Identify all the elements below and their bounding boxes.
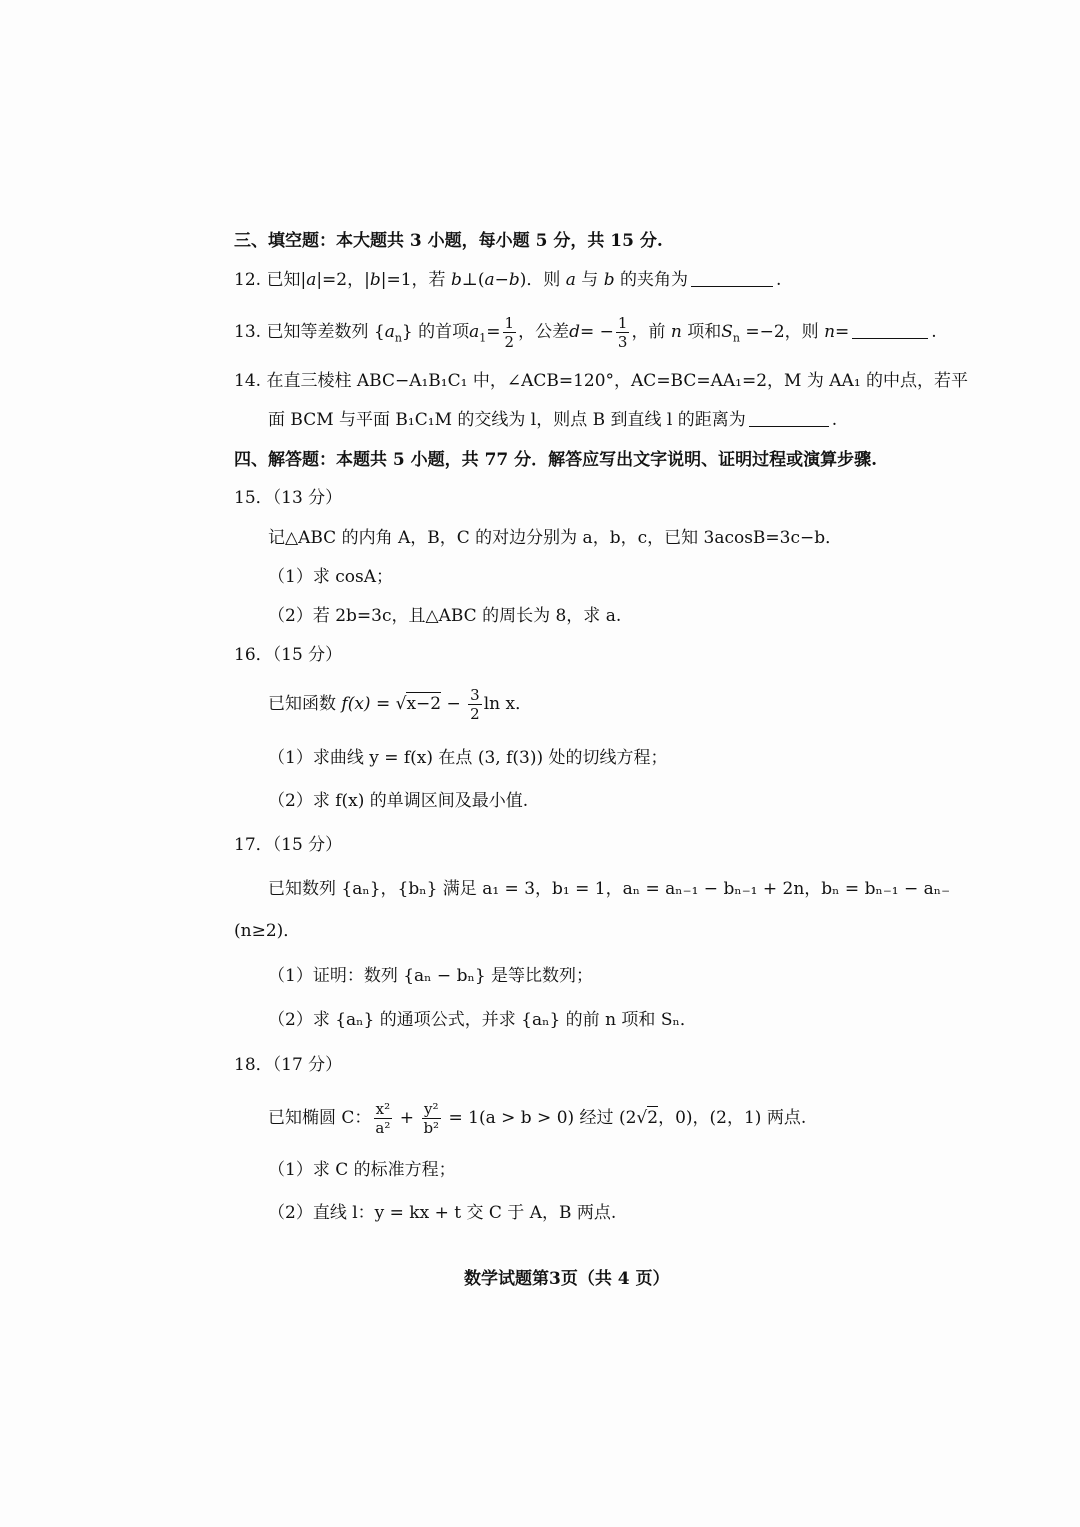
fraction-numerator: 3 <box>470 686 480 704</box>
q12-var: a <box>306 270 317 290</box>
q18-text: ，0)，(2，1) 两点. <box>658 1108 807 1128</box>
q13-answer-blank[interactable] <box>852 320 928 339</box>
q12-text: |=2，| <box>316 270 370 290</box>
q16-fraction <box>468 686 482 723</box>
q13-text: ，前 <box>631 322 671 342</box>
q16-heading: 16．（15 分） <box>234 645 343 665</box>
q13-var: n <box>670 322 682 342</box>
q12-number: 12. <box>234 270 262 290</box>
q13-text: = <box>835 322 850 342</box>
q13-var: d <box>569 322 580 342</box>
q16-text: ln x． <box>483 694 533 714</box>
q12-var: b <box>369 270 381 290</box>
q18-text: = 1(a > b > 0) 经过 (2 <box>443 1108 637 1128</box>
q16-text: − <box>441 694 467 714</box>
question-13 <box>234 314 937 351</box>
q13-text: } 的首项 <box>401 322 470 342</box>
q16-radicand: x−2 <box>406 694 442 714</box>
q13-fraction-1 <box>503 314 517 351</box>
q17-heading: 17．（15 分） <box>234 835 343 855</box>
q12-text: |=1，若 <box>380 270 451 290</box>
q16-text: 已知函数 <box>268 694 342 714</box>
section-4-header: 四、解答题：本题共 5 小题，共 77 分．解答应写出文字说明、证明过程或演算步骤. <box>234 450 878 470</box>
fraction-numerator: y² <box>424 1100 439 1118</box>
sqrt-symbol: √ <box>636 1108 648 1128</box>
q13-text: =−2，则 <box>739 322 825 342</box>
q18-text: + <box>394 1108 420 1128</box>
q13-sub: n <box>394 331 402 345</box>
q13-fraction-2 <box>616 314 630 351</box>
q16-part-2: （2）求 f(x) 的单调区间及最小值. <box>268 791 529 811</box>
q18-fraction-x <box>373 1100 392 1137</box>
q18-heading: 18．（17 分） <box>234 1055 343 1075</box>
q16-func: f(x) = <box>341 694 396 714</box>
q12-text: 已知| <box>266 270 307 290</box>
q17-stem-cont: (n≥2)． <box>234 921 301 941</box>
q18-part-1: （1）求 C 的标准方程； <box>268 1160 456 1180</box>
q12-text: 与 <box>575 270 604 290</box>
section-3-header: 三、填空题：本大题共 3 小题，每小题 5 分，共 15 分. <box>234 231 663 251</box>
q13-text: 项和 <box>681 322 722 342</box>
q13-text: = − <box>579 322 614 342</box>
q13-var: a <box>469 322 480 342</box>
q13-text: . <box>931 322 937 342</box>
q18-part-2: （2）直线 l：y = kx + t 交 C 于 A，B 两点. <box>268 1203 617 1223</box>
q13-var: a <box>384 322 395 342</box>
fraction-numerator: 1 <box>617 314 628 332</box>
q13-number: 13. <box>234 322 262 342</box>
q18-stem <box>268 1100 806 1137</box>
q17-part-2: （2）求 {aₙ} 的通项公式，并求 {aₙ} 的前 n 项和 Sₙ． <box>268 1010 697 1030</box>
fraction-denominator: a² <box>375 1119 391 1137</box>
q15-stem: 记△ABC 的内角 A，B，C 的对边分别为 a，b，c，已知 3acosB=3c−b． <box>268 528 843 548</box>
q13-text: 已知等差数列 { <box>266 322 385 342</box>
page-footer: 数学试题第3页（共 4 页） <box>464 1269 670 1289</box>
q18-fraction-y <box>421 1100 441 1137</box>
q12-text: ⊥( <box>461 270 485 290</box>
q12-text: )．则 <box>519 270 566 290</box>
q15-part-1: （1）求 cosA； <box>268 567 393 587</box>
sqrt-symbol: √ <box>395 694 407 714</box>
q12-var: a−b <box>484 270 520 290</box>
q14-text: . <box>831 410 838 430</box>
fraction-denominator: 2 <box>504 333 515 351</box>
fraction-denominator: 2 <box>470 705 480 723</box>
q18-text: 已知椭圆 C： <box>268 1108 372 1128</box>
fraction-denominator: b² <box>423 1119 440 1137</box>
q14-number: 14. <box>234 371 262 391</box>
fraction-numerator: x² <box>375 1100 391 1118</box>
q12-answer-blank[interactable] <box>691 268 773 287</box>
q12-var: b <box>603 270 615 290</box>
q12-text: 的夹角为 <box>614 270 689 290</box>
q15-part-2: （2）若 2b=3c，且△ABC 的周长为 8，求 a. <box>268 606 622 626</box>
q12-text: . <box>776 270 782 290</box>
q17-stem: 已知数列 {aₙ}，{bₙ} 满足 a₁ = 3，b₁ = 1，aₙ = aₙ₋₁ − bₙ₋₁ + 2n，bₙ = bₙ₋₁ − aₙ₋ <box>268 879 951 899</box>
q13-sub: 1 <box>479 331 487 345</box>
q15-heading: 15．（13 分） <box>234 488 343 508</box>
question-14-line-1 <box>234 369 968 393</box>
q16-part-1: （1）求曲线 y = f(x) 在点 (3, f(3)) 处的切线方程； <box>268 748 668 768</box>
q13-text: ，公差 <box>518 322 570 342</box>
q12-var: b <box>450 270 462 290</box>
q16-stem <box>268 686 532 723</box>
q14-answer-blank[interactable] <box>749 408 829 427</box>
q13-sub: n <box>732 331 740 345</box>
q14-text: 面 BCM 与平面 B₁C₁M 的交线为 l，则点 B 到直线 l 的距离为 <box>268 410 746 430</box>
q13-var: n <box>824 322 836 342</box>
q17-part-1: （1）证明：数列 {aₙ − bₙ} 是等比数列； <box>268 966 594 986</box>
q13-var: S <box>721 322 733 342</box>
question-12 <box>234 268 781 292</box>
q12-var: a <box>565 270 576 290</box>
fraction-numerator: 1 <box>504 314 515 332</box>
q14-text: 在直三棱柱 ABC−A₁B₁C₁ 中，∠ACB=120°，AC=BC=AA₁=2，M 为 AA₁ 的中点，若平 <box>266 371 969 391</box>
fraction-denominator: 3 <box>617 333 628 351</box>
q18-radicand: 2 <box>647 1108 659 1128</box>
question-14-line-2 <box>268 408 837 432</box>
q13-text: = <box>486 322 501 342</box>
